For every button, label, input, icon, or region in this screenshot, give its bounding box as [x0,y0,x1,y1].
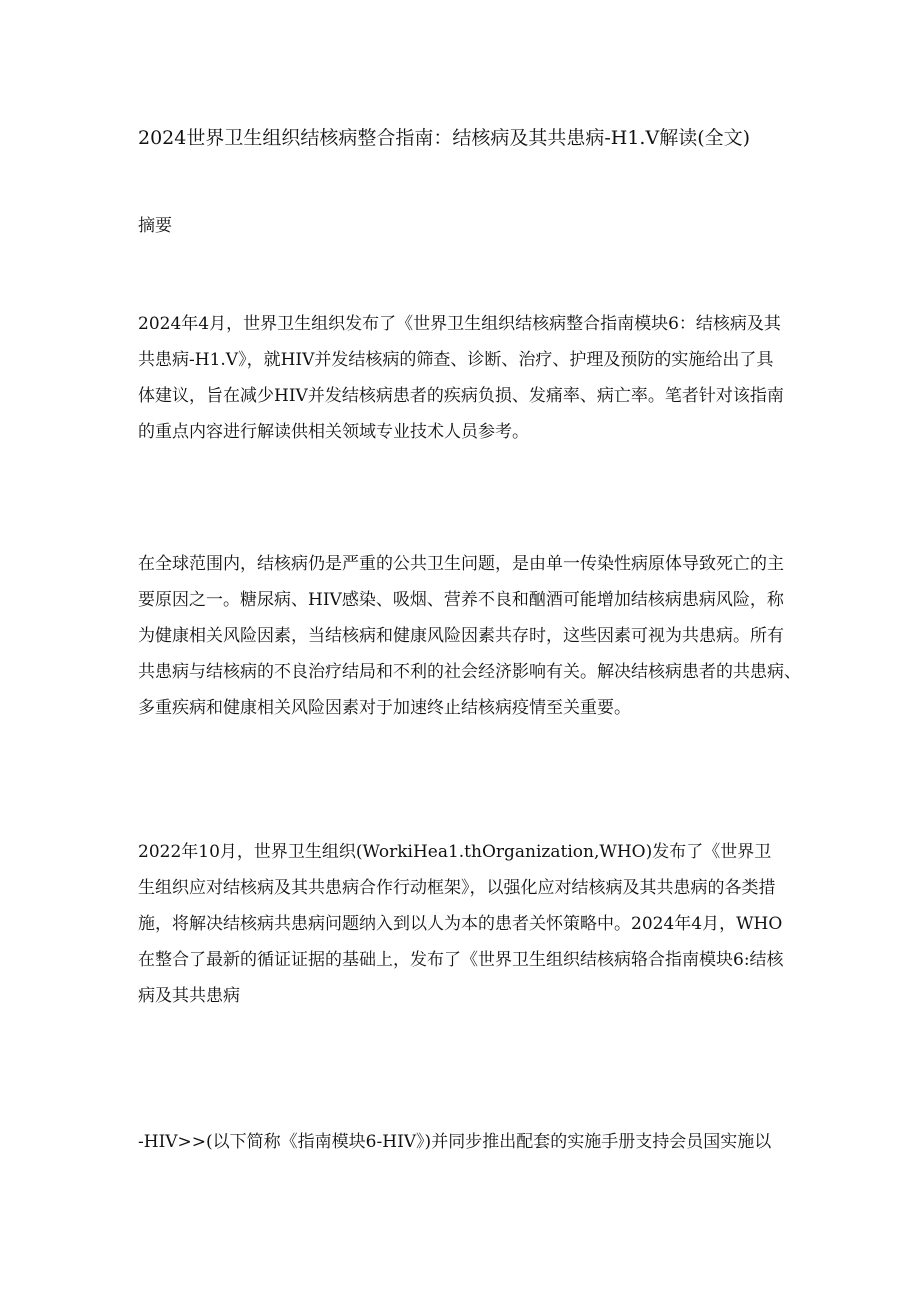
paragraph-line: 体建议，旨在减少HIV并发结核病患者的疾病负损、发痛率、病亡率。笔者针对该指南 [138,386,784,406]
paragraph-2 [138,546,801,726]
document-title: 2024世界卫生组织结核病整合指南：结核病及其共患病-H1.V解读(全文) [138,127,751,149]
paragraph-line: 在整合了最新的循证证据的基础上，发布了《世界卫生组织结核病辂合指南模块6:结核 [138,950,784,970]
paragraph-line: 多重疾病和健康相关风险因素对于加速终止结核病疫情至关重要。 [138,698,631,718]
abstract-heading: 摘要 [138,216,172,236]
paragraph-line: -HIV>>(以下简称《指南模块6-HIV》)并同步推出配套的实施手册支持会员国实施以 [138,1132,772,1152]
paragraph-line: 为健康相关风险因素，当结核病和健康风险因素共存时，这些因素可视为共患病。所有 [138,626,784,646]
paragraph-line: 共患病-H1.V》，就HIV并发结核病的筛查、诊断、治疗、护理及预防的实施给出了具 [138,350,774,370]
paragraph-line: 2024年4月，世界卫生组织发布了《世界卫生组织结核病整合指南模块6：结核病及其 [138,314,781,334]
paragraph-line: 生组织应对结核病及其共患病合作行动框架》，以强化应对结核病及其共患病的各类措 [138,878,776,898]
paragraph-line: 在全球范围内，结核病仍是严重的公共卫生问题，是由单一传染性病原体导致死亡的主 [138,554,784,574]
paragraph-line: 的重点内容进行解读供相关领域专业技术人员参考。 [138,422,529,442]
paragraph-line: 2022年10月，世界卫生组织(WorkiHea1.thOrganization,WHO)发布了《世界卫 [138,842,772,862]
paragraph-1 [138,306,798,450]
paragraph-line: 要原因之一。糖尿病、HIV感染、吸烟、营养不良和酗酒可能增加结核病患病风险，称 [138,590,784,610]
paragraph-line: 共患病与结核病的不良治疗结局和不利的社会经济影响有关。解决结核病患者的共患病、 [138,662,801,682]
paragraph-3 [138,834,798,1014]
paragraph-4 [138,1124,798,1160]
paragraph-line: 施，将解决结核病共患病问题纳入到以人为本的患者关怀策略中。2024年4月，WHO [138,914,783,934]
paragraph-line: 病及其共患病 [138,986,240,1006]
